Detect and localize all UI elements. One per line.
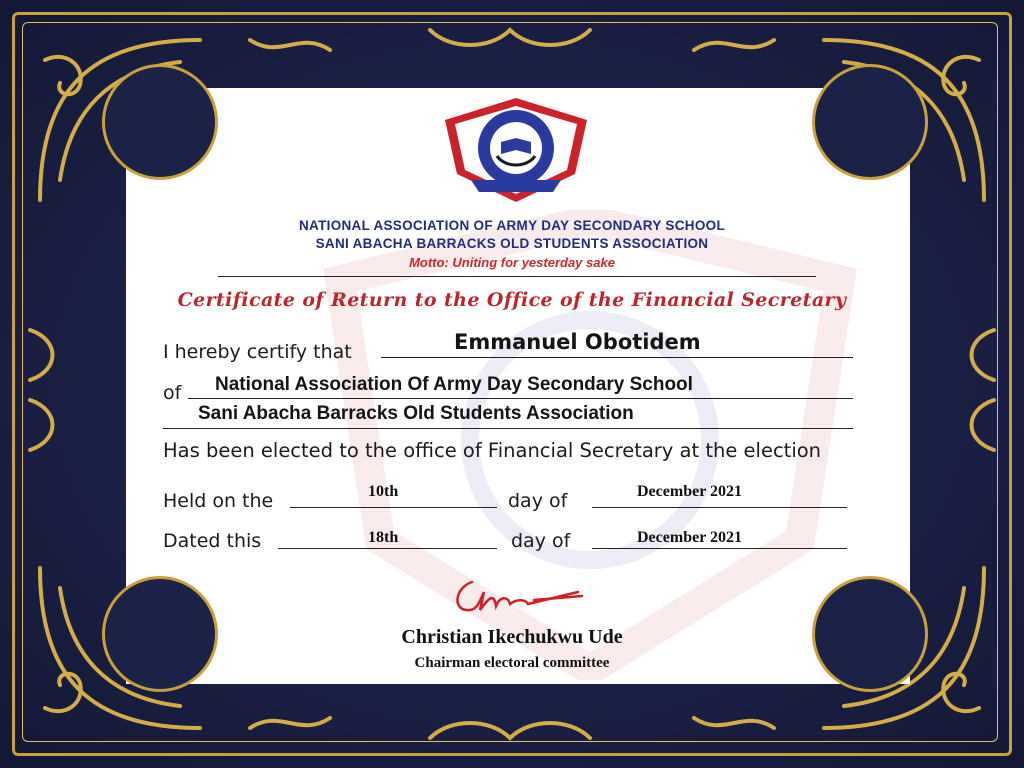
organization-line-2: Sani Abacha Barracks Old Students Association xyxy=(198,403,634,424)
held-day-of-label: day of xyxy=(508,490,568,512)
header-motto: Motto: Uniting for yesterday sake xyxy=(409,255,615,270)
dated-month-line xyxy=(592,548,847,549)
corner-medallion-top-left xyxy=(102,64,218,180)
association-logo xyxy=(441,96,591,204)
dated-day-line xyxy=(278,548,497,549)
held-month-year-value: December 2021 xyxy=(637,483,742,500)
corner-medallion-top-right xyxy=(812,64,928,180)
header-divider xyxy=(218,276,816,277)
held-day-line xyxy=(290,507,497,508)
header-line-2: SANI ABACHA BARRACKS OLD STUDENTS ASSOCIATION xyxy=(315,236,709,251)
organization-line-2-rule xyxy=(163,428,853,429)
held-on-label: Held on the xyxy=(163,490,274,512)
held-month-line xyxy=(592,507,847,508)
dated-day-value: 18th xyxy=(368,529,399,546)
elected-statement: Has been elected to the office of Financial Secretary at the election xyxy=(163,439,822,462)
header-line-1: NATIONAL ASSOCIATION OF ARMY DAY SECONDARY SCHOOL xyxy=(299,218,725,233)
of-label: of xyxy=(163,382,182,404)
signatory-role: Chairman electoral committee xyxy=(414,655,610,671)
signature-scribble xyxy=(450,570,590,620)
certify-label: I hereby certify that xyxy=(163,341,352,363)
organization-line-1-rule xyxy=(188,398,853,399)
dated-this-label: Dated this xyxy=(163,530,262,552)
recipient-name-line xyxy=(381,357,853,358)
signatory-name: Christian Ikechukwu Ude xyxy=(401,626,623,648)
recipient-name: Emmanuel Obotidem xyxy=(454,330,701,354)
dated-month-year-value: December 2021 xyxy=(637,529,742,546)
dated-day-of-label: day of xyxy=(511,530,571,552)
organization-line-1: National Association Of Army Day Secondary School xyxy=(215,374,693,395)
certificate-title: Certificate of Return to the Office of the Financial Secretary xyxy=(177,289,847,311)
held-day-value: 10th xyxy=(368,483,399,500)
